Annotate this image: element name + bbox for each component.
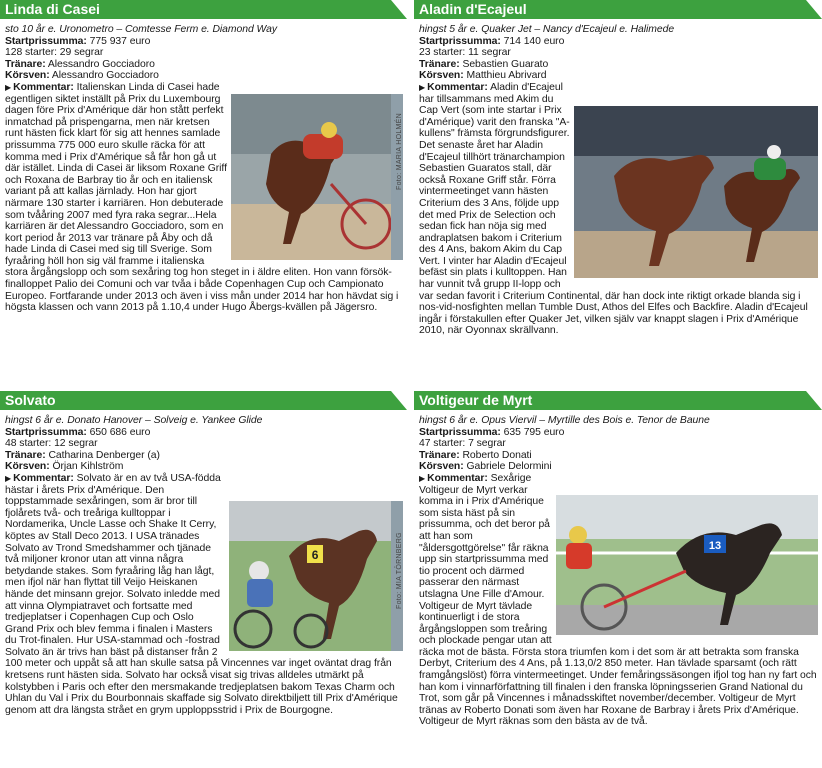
race-photo [556,495,818,635]
prize-value: 714 140 euro [503,35,565,47]
starts-line: 48 starter: 12 segrar [5,438,98,450]
comment-label: Kommentar: [427,81,488,93]
pedigree: hingst 6 år e. Opus Viervil – Myrtille des Bois e. Tenor de Baune [419,415,710,426]
card-header: Solvato [0,391,407,410]
horse-photo-image [556,495,818,635]
prize-line [5,36,403,48]
trainer-line [5,59,403,71]
prize-label: Startprissumma: [5,35,87,47]
driver-line [5,461,403,473]
driver-label: Körsven: [5,461,50,473]
comment-label: Kommentar: [427,472,488,484]
trainer-value: Alessandro Gocciadoro [47,58,155,70]
prize-label: Startprissumma: [419,35,501,47]
prize-value: 635 795 euro [503,426,565,438]
number-cloth-label: 6 [311,547,319,562]
driver-line [5,70,403,82]
driver-label: Körsven: [419,70,464,82]
column-divider [408,0,413,768]
trainer-label: Tränare: [5,58,46,70]
race-photo [574,106,818,278]
trainer-line [419,450,818,462]
race-photo [231,94,403,260]
prize-line [5,427,403,439]
comment-text: Italienskan Linda di Casei hade egentligen siktet inställt på Prix du Luxembourg dagen före Prix d'Amérique där hon stått perfekt inmatchad på prispengarna, men när kretsen runt hästen fick klart för sig att hennes samlade prissumma 775 000 euro skulle räcka för att komma med i Prix d'Amérique så får hon gå ut där istället. Linda di Casei är liksom Roxane Griff och Roxana de Barbray tio år och en italiensk variant på att kallas järnlady. Hon har gjort närmare 130 starter i karriären. Hon debuterade som tvååring 2007 med fyra raka segrar...Hela karriären är det Alessandro Gocciadoro, som en kort period år 2013 var tränare på Åby och då hade Linda di Casei med sig till Sverige. Som fyraåring höll hon sig väl framme i italienska stora årgångslopp och som sexåring tog hon steget in i äldre eliten. Hon vann försök-finalloppet Palio dei Comuni och var tvåa i både Copenhagen Cup och Campionato Europeo. Fortfarande under 2013 och även i viss mån under 2014 har hon hävdat sig i högsta klassen och vann 2013 på 1.10,4 under Hugo Åbergs-kvällen på Jägersro. [5,81,399,314]
card-header: Voltigeur de Myrt [414,391,822,410]
comment-text: Aladin d'Ecajeul har tillsammans med Akim du Cap Vert (som inte startar i Prix d'Amérique) varit den franska "A-kullens" främsta förgrundsfigurer. Det senaste året har Aladin d'Ecajeul tillhört tränarchampion Sebastien Guaratos stall, där också Roxane Griff står. Förra vintermeetinget vann hästen Criterium des 3 Ans, följde upp det med Prix de Selection och sedan fick han nöja sig med andraplatsen bakom i Criterium des 4 Ans, bakom Akim du Cap Vert. I vinter har Aladin d'Ecajeul befäst sin plats i kulltoppen. Han har vunnit två grupp II-lopp och var sedan favorit i Criterium Continental, där han dock inte riktigt orkade blanda sig i nos-vid-nosfighten mellan Tumble Dust, Athos del Elfes och Backfire. Aladin d'Ecajeul ingår i förstakullen efter Quaker Jet, vilken själv var knappt slagen i Prix d'Amérique 2010, när Oyonnax skrällvann. [419,81,808,337]
prize-value: 650 686 euro [89,426,151,438]
race-photo [229,501,403,651]
card-body [0,410,407,716]
arrow-icon: ▶ [5,473,12,483]
trainer-value: Roberto Donati [462,449,532,461]
photo-credit: Foto: MARIA HOLMÉN [396,112,403,190]
pedigree: sto 10 år e. Uronometro – Comtesse Ferm e. Diamond Way [5,24,277,35]
pedigree: hingst 5 år e. Quaker Jet – Nancy d'Ecajeul e. Halimede [419,24,675,35]
horse-photo-image [229,501,391,651]
driver-line [419,70,818,82]
pedigree: hingst 6 år e. Donato Hanover – Solveig e. Yankee Glide [5,415,263,426]
comment-text: Solvato är en av två USA-födda hästar i årets Prix d'Amérique. Den toppstammade sexåringen, som är bror till fjolårets två- och treåriga kulltoppar i Nordamerika, Uncle Lasse och Shake It Cerry, köptes av Stall Deco 2013. I USA tränades Solvato av Trond Smedshammer och tjänade två miljoner kronor utan att vinna några betydande stakes. Som fyraåring låg han lågt, men ifjol när han flyttat till Veijo Heiskanen hände det minsann grejor. Solvato inledde med att vinna Olympiatravet och fortsatte med tredjeplatser i Copenhagen Cup och Oslo Grand Prix och blev femma i finalen i Masters du Trot-finalen. Hur USA-stammad och -fostrad Solvato än är trivs han bäst på distanser från 2 100 meter och uppåt så att han skulle satsa på Vincennes var inget oväntat drag från kretsens runt hästen sida. Solvato har också visat sig trivas alldeles utmärkt på kolstybben i Paris och efter den mersmakande tredjeplatsen bakom Texas Charm och Uhlan du Val i Prix du Bourbonnais skaffade sig Solvato direktbiljett till Prix d'Amérique genom att dra längsta strået en grym upploppsstrid i Prix de Bourgogne. [5,472,398,716]
card-header: Aladin d'Ecajeul [414,0,822,19]
trainer-line [419,59,818,71]
comment-text: Sexårige Voltigeur de Myrt verkar komma in i Prix d'Amérique som sista häst på sin prissumma, och det beror på att han som "åldersgottgörelse" får räkna upp sin startprissumma med tio procent och därmed passerar den närmast utslagna Une Fille d'Amour. Voltigeur de Myrt tävlade kontinuerligt i de stora årgångsloppen som treåring och plockade pengar utan att räcka mot de bästa. Första stora triumfen kom i det som är att betrakta som franska Derbyt, Criterium des 4 Ans, på 1.13,0/2 850 meter. Han tävlade sparsamt (och rätt framgångslöst) förra vintermeetinget. Under femåringssäsongen ifjol tog han ny fart och han kom i vinnarförfattning till finalen i den franska löpningsserien Grand National du Trot, som går på Vincennes i månadsskiftet november/december. Voltigeur de Myrt tränas av Roberto Donati som även har Roxane de Barbray i årets Prix d'Amérique. Voltigeur de Myrt räknas som den bästa av de två. [419,472,817,728]
horse-card-solvato [0,391,407,768]
starts-line: 128 starter: 29 segrar [5,47,104,59]
comment-label: Kommentar: [13,472,74,484]
arrow-icon: ▶ [5,82,12,92]
prize-value: 775 937 euro [89,35,151,47]
trainer-value: Sebastien Guarato [462,58,549,70]
driver-label: Körsven: [419,461,464,473]
card-body [0,19,407,314]
trainer-value: Catharina Denberger (a) [48,449,160,461]
horse-card-voltigeur-de-myrt [414,391,822,768]
prize-label: Startprissumma: [5,426,87,438]
number-cloth-label: 13 [708,539,722,552]
prize-line [419,427,818,439]
card-header: Linda di Casei [0,0,407,19]
driver-value: Örjan Kihlström [52,461,124,473]
driver-label: Körsven: [5,70,50,82]
starts-line: 47 starter: 7 segrar [419,438,506,450]
comment-label: Kommentar: [13,81,74,93]
prize-line [419,36,818,48]
prize-label: Startprissumma: [419,426,501,438]
driver-value: Gabriele Delormini [466,461,552,473]
trainer-label: Tränare: [419,449,460,461]
starts-line: 23 starter: 11 segrar [419,47,511,59]
card-body [414,19,822,337]
photo-credit: Foto: MIA TÖRNBERG [396,532,403,609]
driver-value: Alessandro Gocciadoro [51,70,159,82]
trainer-line [5,450,403,462]
driver-value: Matthieu Abrivard [466,70,547,82]
horse-photo-image [574,106,818,278]
arrow-icon: ▶ [419,82,426,92]
card-body [414,410,822,728]
horse-photo-image [231,94,391,260]
horse-card-linda-di-casei [0,0,407,380]
trainer-label: Tränare: [419,58,460,70]
trainer-label: Tränare: [5,449,46,461]
horse-card-aladin-d-ecajeul [414,0,822,380]
driver-line [419,461,818,473]
arrow-icon: ▶ [419,473,426,483]
